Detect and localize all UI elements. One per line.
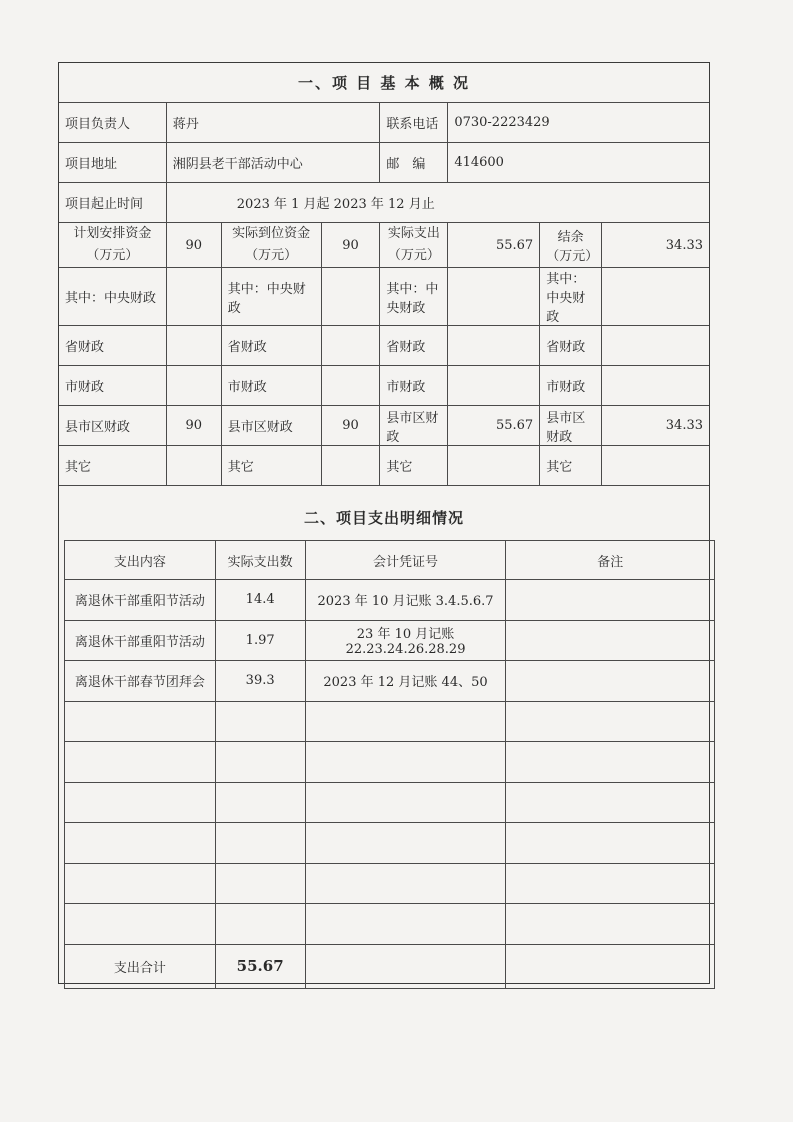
breakdown-label: 省财政 <box>540 326 602 366</box>
total-label: 支出合计 <box>65 944 216 988</box>
expense-remarks <box>506 823 715 864</box>
period-label: 项目起止时间 <box>59 183 167 223</box>
planned-funds-label-line2: （万元） <box>86 248 139 263</box>
expense-content: 离退休干部重阳节活动 <box>65 580 216 621</box>
breakdown-label: 其它 <box>380 446 448 486</box>
expense-row <box>65 863 715 904</box>
expense-voucher: 23 年 10 月记账 22.23.24.26.28.29 <box>305 620 506 661</box>
actual-funds-label-line1: 实际到位资金 <box>232 226 311 241</box>
expense-amount <box>215 701 305 742</box>
breakdown-label: 市财政 <box>380 366 448 406</box>
expense-amount: 39.3 <box>215 661 305 702</box>
breakdown-label: 其它 <box>540 446 602 486</box>
balance-label: 结余（万元） <box>540 223 602 268</box>
expense-amount <box>215 823 305 864</box>
section2-title: 二、项目支出明细情况 <box>303 508 464 527</box>
expense-row <box>65 701 715 742</box>
expense-remarks <box>506 863 715 904</box>
expense-amount: 14.4 <box>215 580 305 621</box>
spent-label-line1: 实际支出 <box>387 226 440 241</box>
header-voucher: 会计凭证号 <box>305 541 506 580</box>
expense-voucher <box>305 701 506 742</box>
planned-funds-value: 90 <box>166 223 221 268</box>
breakdown-label: 其它 <box>59 446 167 486</box>
postcode-label: 邮 编 <box>380 143 448 183</box>
expense-total-row <box>65 944 715 988</box>
actual-funds-value: 90 <box>321 223 380 268</box>
breakdown-label: 市财政 <box>540 366 602 406</box>
breakdown-label: 县市区财政 <box>380 406 448 446</box>
responsible-value: 蒋丹 <box>166 103 380 143</box>
breakdown-label: 其中：中央财政 <box>221 268 321 326</box>
expense-row <box>65 823 715 864</box>
breakdown-label: 其它 <box>221 446 321 486</box>
expense-amount: 1.97 <box>215 620 305 661</box>
header-amount: 实际支出数 <box>215 541 305 580</box>
period-value: 2023 年 1 月起 2023 年 12 月止 <box>166 183 709 223</box>
expense-row <box>65 661 715 702</box>
header-remarks: 备注 <box>506 541 715 580</box>
expense-remarks <box>506 904 715 945</box>
expense-row <box>65 904 715 945</box>
expense-remarks <box>506 701 715 742</box>
balance-value: 34.33 <box>602 223 710 268</box>
phone-value: 0730-2223429 <box>448 103 710 143</box>
expense-voucher: 2023 年 12 月记账 44、50 <box>305 661 506 702</box>
breakdown-label: 县市区财政 <box>221 406 321 446</box>
breakdown-value: 34.33 <box>602 406 710 446</box>
expense-voucher <box>305 782 506 823</box>
expense-detail-table <box>64 540 715 989</box>
expense-content <box>65 742 216 783</box>
expense-amount <box>215 742 305 783</box>
breakdown-label: 县市区财政 <box>59 406 167 446</box>
header-content: 支出内容 <box>65 541 216 580</box>
expense-voucher <box>305 742 506 783</box>
section1-title: 一、项 目 基 本 概 况 <box>59 63 710 103</box>
expense-voucher <box>305 863 506 904</box>
expense-amount <box>215 782 305 823</box>
expense-remarks <box>506 580 715 621</box>
expense-content <box>65 701 216 742</box>
breakdown-label: 其中：中央财政 <box>59 268 167 326</box>
expense-amount <box>215 904 305 945</box>
expense-voucher <box>305 904 506 945</box>
expense-voucher: 2023 年 10 月记账 3.4.5.6.7 <box>305 580 506 621</box>
breakdown-label: 省财政 <box>221 326 321 366</box>
responsible-label: 项目负责人 <box>59 103 167 143</box>
breakdown-label: 省财政 <box>59 326 167 366</box>
expense-row <box>65 620 715 661</box>
total-value: 55.67 <box>215 944 305 988</box>
breakdown-value: 90 <box>166 406 221 446</box>
expense-content <box>65 782 216 823</box>
planned-funds-label-line1: 计划安排资金 <box>73 226 152 241</box>
postcode-value: 414600 <box>448 143 710 183</box>
breakdown-label: 市财政 <box>221 366 321 406</box>
address-label: 项目地址 <box>59 143 167 183</box>
expense-amount <box>215 863 305 904</box>
breakdown-label: 其中：中央财政 <box>540 268 602 326</box>
expense-header-row <box>65 541 715 580</box>
expense-row <box>65 782 715 823</box>
breakdown-label: 省财政 <box>380 326 448 366</box>
address-value: 湘阴县老干部活动中心 <box>166 143 380 183</box>
expense-content <box>65 863 216 904</box>
expense-voucher <box>305 823 506 864</box>
actual-funds-label-line2: （万元） <box>245 248 298 263</box>
expense-content <box>65 823 216 864</box>
breakdown-label: 其中：中央财政 <box>380 268 448 326</box>
expense-remarks <box>506 782 715 823</box>
expense-remarks <box>506 620 715 661</box>
breakdown-label: 市财政 <box>59 366 167 406</box>
expense-row <box>65 580 715 621</box>
expense-content: 离退休干部春节团拜会 <box>65 661 216 702</box>
spent-value: 55.67 <box>448 223 540 268</box>
expense-row <box>65 742 715 783</box>
expense-remarks <box>506 661 715 702</box>
spent-label-line2: （万元） <box>387 248 440 263</box>
total-voucher-empty <box>305 944 506 988</box>
phone-label: 联系电话 <box>380 103 448 143</box>
expense-content <box>65 904 216 945</box>
total-remarks-empty <box>506 944 715 988</box>
expense-content: 离退休干部重阳节活动 <box>65 620 216 661</box>
breakdown-value: 55.67 <box>448 406 540 446</box>
breakdown-value: 90 <box>321 406 380 446</box>
breakdown-label: 县市区财政 <box>540 406 602 446</box>
expense-remarks <box>506 742 715 783</box>
